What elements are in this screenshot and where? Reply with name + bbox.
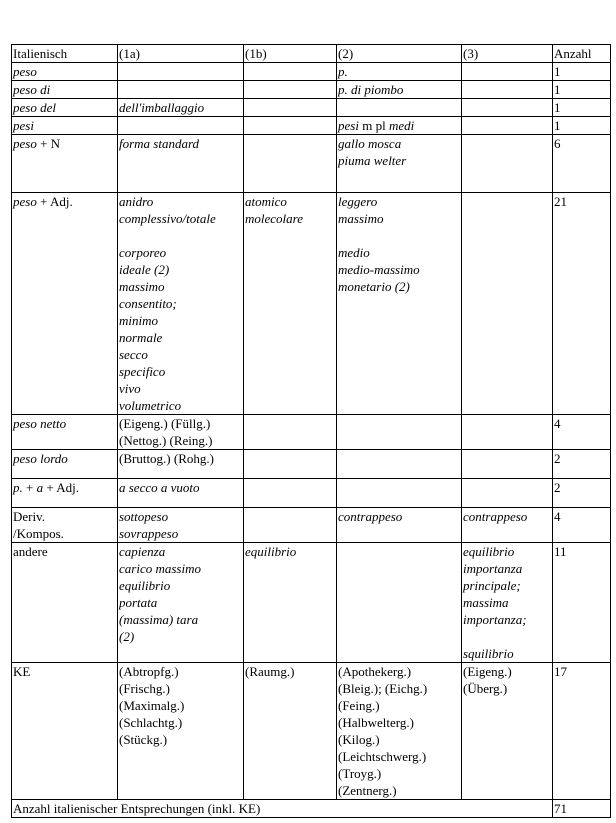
cell-2: contrappeso	[337, 508, 462, 543]
table-row	[12, 663, 611, 800]
cell-3	[462, 193, 553, 415]
cell-1a: dell'imballaggio	[118, 99, 244, 117]
count-cell: 2	[553, 450, 611, 479]
term-cell: KE	[12, 663, 118, 800]
table-row	[12, 117, 611, 135]
cell-1a: anidro complessivo/totale corporeo ideale (2) massimo consentito; minimo normale secco specifico vivo volumetrico	[118, 193, 244, 415]
term-medi: medi	[388, 118, 415, 133]
header-2: (2)	[337, 45, 462, 63]
cell-1a: a secco a vuoto	[118, 479, 244, 508]
cell-3	[462, 450, 553, 479]
cell-1a	[118, 81, 244, 99]
table-row	[12, 193, 611, 415]
table-row	[12, 450, 611, 479]
cell-2	[337, 450, 462, 479]
cell-1a: forma standard	[118, 135, 244, 193]
table-row	[12, 63, 611, 81]
cell-3: equilibrio importanza principale; massima importanza; squilibrio	[462, 543, 553, 663]
cell-2: leggero massimo medio medio-massimo monetario (2)	[337, 193, 462, 415]
header-anzahl: Anzahl	[553, 45, 611, 63]
count-cell: 1	[553, 81, 611, 99]
term-p: p.	[13, 480, 23, 495]
cell-1a: (Eigeng.) (Füllg.) (Nettog.) (Reing.)	[118, 415, 244, 450]
cell-1b: (Raumg.)	[244, 663, 337, 800]
count-cell: 21	[553, 193, 611, 415]
header-row	[12, 45, 611, 63]
term-peso: peso	[13, 194, 37, 209]
cell-1b	[244, 117, 337, 135]
term-cell	[12, 135, 118, 193]
table-row	[12, 135, 611, 193]
term-plus: +	[22, 480, 37, 495]
term-pesi: pesi	[338, 118, 359, 133]
cell-2: gallo mosca piuma welter	[337, 135, 462, 193]
count-cell: 4	[553, 415, 611, 450]
cell-1b	[244, 508, 337, 543]
term-cell	[12, 193, 118, 415]
header-italienisch: Italienisch	[12, 45, 118, 63]
cell-2: (Apothekerg.) (Bleig.); (Eichg.) (Feing.) (Halbwelterg.) (Kilog.) (Leichtschwerg.) (Troyg.) (Zentnerg.)	[337, 663, 462, 800]
term-cell	[12, 479, 118, 508]
cell-2: p. di piombo	[337, 81, 462, 99]
count-cell: 1	[553, 63, 611, 81]
cell-1b: atomico molecolare	[244, 193, 337, 415]
cell-3	[462, 63, 553, 81]
cell-1b	[244, 63, 337, 81]
count-cell: 17	[553, 663, 611, 800]
cell-3	[462, 81, 553, 99]
cell-2: p.	[337, 63, 462, 81]
term-cell: peso di	[12, 81, 118, 99]
count-cell: 2	[553, 479, 611, 508]
table-row	[12, 81, 611, 99]
grammar-note: m pl	[358, 118, 389, 133]
cell-1b	[244, 81, 337, 99]
count-cell: 4	[553, 508, 611, 543]
term-cell: peso netto	[12, 415, 118, 450]
cell-1b: equilibrio	[244, 543, 337, 663]
term-suffix: + Adj.	[43, 480, 79, 495]
cell-1a: (Bruttog.) (Rohg.)	[118, 450, 244, 479]
equivalents-table	[11, 44, 611, 818]
cell-3	[462, 117, 553, 135]
count-cell: 6	[553, 135, 611, 193]
term-cell: andere	[12, 543, 118, 663]
cell-3	[462, 415, 553, 450]
cell-3: contrappeso	[462, 508, 553, 543]
term-cell: pesi	[12, 117, 118, 135]
count-cell: 1	[553, 117, 611, 135]
cell-1b	[244, 99, 337, 117]
cell-2	[337, 117, 462, 135]
term-cell: Deriv. /Kompos.	[12, 508, 118, 543]
table-row	[12, 479, 611, 508]
cell-1b	[244, 415, 337, 450]
count-cell: 11	[553, 543, 611, 663]
table-row	[12, 99, 611, 117]
footer-row	[12, 800, 611, 818]
footer-label: Anzahl italienischer Entsprechungen (inkl. KE)	[12, 800, 553, 818]
cell-1b	[244, 479, 337, 508]
cell-1a: capienza carico massimo equilibrio portata (massima) tara (2)	[118, 543, 244, 663]
table-row	[12, 415, 611, 450]
header-1a: (1a)	[118, 45, 244, 63]
header-3: (3)	[462, 45, 553, 63]
cell-1a	[118, 63, 244, 81]
term-cell: peso lordo	[12, 450, 118, 479]
cell-1a	[118, 117, 244, 135]
cell-2	[337, 543, 462, 663]
cell-2	[337, 415, 462, 450]
cell-2	[337, 99, 462, 117]
term-cell: peso	[12, 63, 118, 81]
header-1b: (1b)	[244, 45, 337, 63]
cell-2	[337, 479, 462, 508]
term-peso: peso	[13, 136, 37, 151]
table-row	[12, 543, 611, 663]
term-suffix: + N	[36, 136, 61, 151]
cell-3	[462, 99, 553, 117]
term-cell: peso del	[12, 99, 118, 117]
table-row	[12, 508, 611, 543]
cell-1a: (Abtropfg.) (Frischg.) (Maximalg.) (Schlachtg.) (Stückg.)	[118, 663, 244, 800]
footer-total: 71	[553, 800, 611, 818]
cell-1b	[244, 135, 337, 193]
cell-3: (Eigeng.) (Überg.)	[462, 663, 553, 800]
cell-3	[462, 479, 553, 508]
term-a: a	[36, 480, 44, 495]
count-cell: 1	[553, 99, 611, 117]
term-suffix: + Adj.	[36, 194, 73, 209]
cell-1b	[244, 450, 337, 479]
cell-3	[462, 135, 553, 193]
cell-1a: sottopeso sovrappeso	[118, 508, 244, 543]
